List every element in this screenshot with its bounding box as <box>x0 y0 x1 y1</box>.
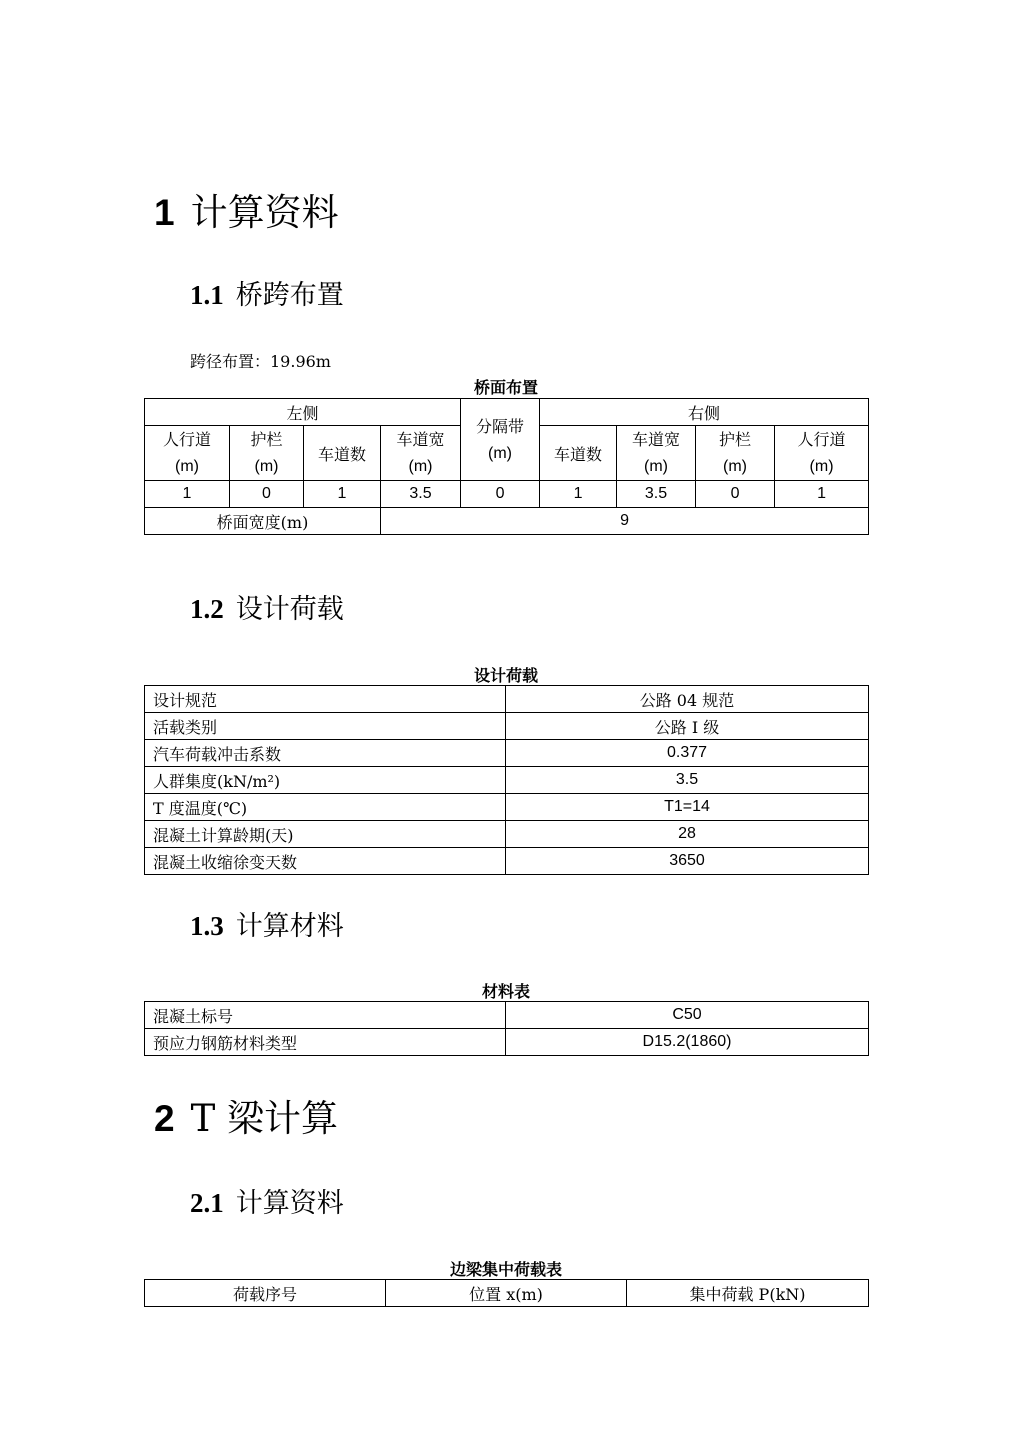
deck-table-caption: 桥面布置 <box>473 378 538 397</box>
table-cell: 0 <box>461 481 540 508</box>
table-cell: C50 <box>506 1002 869 1029</box>
section-number: 2 <box>154 1098 175 1139</box>
sub-header: 护栏 (m) <box>696 426 775 481</box>
table-row <box>145 1029 869 1056</box>
load-table-caption: 设计荷载 <box>473 666 538 685</box>
table-cell: T1=14 <box>506 794 869 821</box>
table-header-cell: 位置 x(m) <box>386 1280 627 1307</box>
table-cell: 0.377 <box>506 740 869 767</box>
section-number: 1.2 <box>190 594 224 624</box>
table-cell: 3.5 <box>381 481 461 508</box>
section-title: 设计荷载 <box>235 594 344 625</box>
left-side-header: 左侧 <box>145 399 461 426</box>
sub-header: 车道数 <box>540 426 617 481</box>
table-row <box>145 1280 869 1307</box>
table-cell: 1 <box>775 481 869 508</box>
table-cell: 3650 <box>506 848 869 875</box>
right-side-header: 右侧 <box>540 399 869 426</box>
table-row <box>145 740 869 767</box>
table-cell: 汽车荷载冲击系数 <box>145 740 506 767</box>
table-cell: 28 <box>506 821 869 848</box>
table-cell: 设计规范 <box>145 686 506 713</box>
table-row <box>145 821 869 848</box>
sub-header: 护栏 (m) <box>230 426 304 481</box>
table-cell: 人群集度(kN/m²) <box>145 767 506 794</box>
material-table-caption: 材料表 <box>481 982 530 1001</box>
table-header-cell: 荷载序号 <box>145 1280 386 1307</box>
table-row <box>145 848 869 875</box>
table-cell: 预应力钢筋材料类型 <box>145 1029 506 1056</box>
table-row <box>145 794 869 821</box>
table-row <box>145 481 869 508</box>
section-1-2-heading <box>190 596 344 623</box>
section-title: 计算资料 <box>190 191 339 234</box>
sub-header: 车道宽 (m) <box>617 426 696 481</box>
section-2-1-heading <box>190 1190 344 1217</box>
table-cell: 0 <box>230 481 304 508</box>
concentrated-load-caption: 边梁集中荷载表 <box>449 1260 562 1279</box>
table-row <box>145 399 869 426</box>
section-number: 2.1 <box>190 1188 224 1218</box>
table-cell: 1 <box>145 481 230 508</box>
section-number: 1.3 <box>190 911 224 941</box>
section-1-3-heading <box>190 913 344 940</box>
sub-header: 人行道 (m) <box>775 426 869 481</box>
table-row <box>145 767 869 794</box>
section-number: 1 <box>154 192 175 233</box>
section-number: 1.1 <box>190 280 224 310</box>
section-title: 计算材料 <box>235 911 344 942</box>
section-1-1-heading <box>190 282 344 309</box>
table-row <box>145 508 869 535</box>
table-cell: 0 <box>696 481 775 508</box>
median-header: 分隔带 (m) <box>461 399 540 481</box>
table-cell: 混凝土收缩徐变天数 <box>145 848 506 875</box>
sub-header: 人行道 (m) <box>145 426 230 481</box>
design-load-table <box>144 685 869 875</box>
table-row <box>145 713 869 740</box>
deck-layout-table <box>144 398 869 535</box>
table-cell: 混凝土计算龄期(天) <box>145 821 506 848</box>
table-cell: 1 <box>540 481 617 508</box>
sub-header: 车道宽 (m) <box>381 426 461 481</box>
table-header-cell: 集中荷载 P(kN) <box>627 1280 869 1307</box>
section-title: 计算资料 <box>235 1188 344 1219</box>
material-table <box>144 1001 869 1056</box>
section-2-heading <box>154 1097 339 1140</box>
concentrated-load-table <box>144 1279 869 1307</box>
table-cell: 活载类别 <box>145 713 506 740</box>
section-title: T 梁计算 <box>190 1097 339 1140</box>
section-1-heading <box>154 191 339 234</box>
deck-width-label: 桥面宽度(m) <box>145 508 381 535</box>
table-cell: 3.5 <box>617 481 696 508</box>
table-cell: 混凝土标号 <box>145 1002 506 1029</box>
table-cell: 公路 I 级 <box>506 713 869 740</box>
table-row <box>145 686 869 713</box>
table-cell: 1 <box>304 481 381 508</box>
sub-header: 车道数 <box>304 426 381 481</box>
table-cell: 3.5 <box>506 767 869 794</box>
table-row <box>145 1002 869 1029</box>
table-cell: D15.2(1860) <box>506 1029 869 1056</box>
deck-width-value: 9 <box>381 508 869 535</box>
table-cell: T 度温度(℃) <box>145 794 506 821</box>
section-title: 桥跨布置 <box>235 280 344 311</box>
table-cell: 公路 04 规范 <box>506 686 869 713</box>
span-layout-text: 跨径布置：19.96m <box>190 352 331 371</box>
